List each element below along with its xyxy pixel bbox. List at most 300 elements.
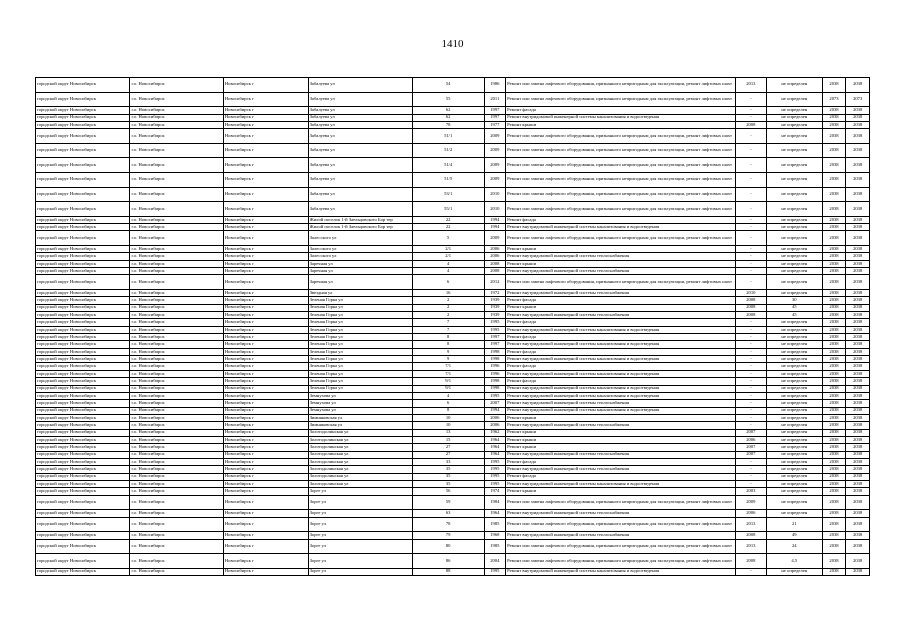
build-year-cell: 1997 (484, 334, 505, 341)
table-row (36, 400, 870, 407)
plan-start-year-cell: 2038 (822, 495, 846, 510)
house-number-cell: 78 (412, 517, 484, 532)
wear-cell: не определен (766, 466, 822, 473)
plan-end-year-cell: 2038 (846, 275, 870, 290)
wear-cell: не определен (766, 341, 822, 348)
district-cell: городской округ Новосибирск (36, 143, 130, 158)
last-repair-year-cell: 2008 (735, 554, 766, 569)
plan-end-year-cell: 2038 (846, 158, 870, 173)
house-number-cell: 55 (412, 92, 484, 107)
build-year-cell: 1997 (484, 114, 505, 121)
last-repair-year-cell: 2009 (735, 495, 766, 510)
build-year-cell: 1939 (484, 312, 505, 319)
house-number-cell: 16 (412, 290, 484, 297)
build-year-cell: 2011 (484, 92, 505, 107)
table-row (36, 143, 870, 158)
locality-cell: Новосибирск г (223, 451, 308, 458)
street-cell: Золотодолинская ул (308, 436, 412, 443)
plan-start-year-cell: 2038 (822, 187, 846, 202)
wear-cell: не определен (766, 187, 822, 202)
municipality-cell: г.о. Новосибирск (130, 173, 223, 188)
locality-cell: Новосибирск г (223, 107, 308, 114)
municipality-cell: г.о. Новосибирск (130, 356, 223, 363)
table-row (36, 429, 870, 436)
work-type-cell: Ремонт внутридомовой инженерной системы канализования и водоотведения (506, 407, 736, 414)
plan-start-year-cell: 2038 (822, 510, 846, 517)
table-row (36, 517, 870, 532)
last-repair-year-cell: - (735, 107, 766, 114)
wear-cell: не определен (766, 173, 822, 188)
last-repair-year-cell: - (735, 224, 766, 231)
house-number-cell: 59 (412, 495, 484, 510)
table-row (36, 422, 870, 429)
municipality-cell: г.о. Новосибирск (130, 260, 223, 267)
table-row (36, 495, 870, 510)
house-number-cell: 54 (412, 78, 484, 93)
municipality-cell: г.о. Новосибирск (130, 121, 223, 128)
street-cell: Забалуева ул (308, 187, 412, 202)
plan-start-year-cell: 2038 (822, 121, 846, 128)
build-year-cell: 2009 (484, 173, 505, 188)
wear-cell: не определен (766, 107, 822, 114)
work-type-cell: Ремонт внутридомовой инженерной системы теплоснабжения (506, 253, 736, 260)
last-repair-year-cell: - (735, 385, 766, 392)
locality-cell: Новосибирск г (223, 312, 308, 319)
locality-cell: Новосибирск г (223, 495, 308, 510)
municipality-cell: г.о. Новосибирск (130, 414, 223, 421)
house-number-cell: 2 (412, 297, 484, 304)
district-cell: городской округ Новосибирск (36, 319, 130, 326)
locality-cell: Новосибирск г (223, 392, 308, 399)
work-type-cell: Ремонт фасада (506, 319, 736, 326)
table-row (36, 407, 870, 414)
work-type-cell: Ремонт крыши (506, 444, 736, 451)
table-row (36, 539, 870, 554)
plan-start-year-cell: 2038 (822, 202, 846, 217)
work-type-cell: Ремонт крыши (506, 488, 736, 495)
street-cell: Залесского ул (308, 246, 412, 253)
house-number-cell: 51/4 (412, 158, 484, 173)
build-year-cell: 1962 (484, 429, 505, 436)
build-year-cell: 1997 (484, 341, 505, 348)
table-row (36, 78, 870, 93)
district-cell: городской округ Новосибирск (36, 488, 130, 495)
locality-cell: Новосибирск г (223, 568, 308, 575)
street-cell: Зорге ул (308, 568, 412, 575)
street-cell: Зорге ул (308, 488, 412, 495)
district-cell: городской округ Новосибирск (36, 173, 130, 188)
work-type-cell: Ремонт внутридомовой инженерной системы канализования и водоотведения (506, 385, 736, 392)
house-number-cell: 9 (412, 356, 484, 363)
table-row (36, 348, 870, 355)
house-number-cell: 35 (412, 480, 484, 487)
plan-start-year-cell: 2038 (822, 480, 846, 487)
table-row (36, 326, 870, 333)
work-type-cell: Ремонт фасада (506, 458, 736, 465)
locality-cell: Новосибирск г (223, 268, 308, 275)
street-cell: Земнухова ул (308, 400, 412, 407)
plan-end-year-cell: 2038 (846, 517, 870, 532)
work-type-cell: Ремонт фасада (506, 473, 736, 480)
district-cell: городской округ Новосибирск (36, 78, 130, 93)
wear-cell: не определен (766, 216, 822, 223)
build-year-cell: 1964 (484, 436, 505, 443)
street-cell: Золотодолинская ул (308, 444, 412, 451)
build-year-cell: 1995 (484, 458, 505, 465)
locality-cell: Новосибирск г (223, 363, 308, 370)
wear-cell: не определен (766, 290, 822, 297)
wear-cell: не определен (766, 348, 822, 355)
work-type-cell: Ремонт или замена лифтового оборудования, признанного непригодным для эксплуатации, ремонт лифтовых шахт (506, 275, 736, 290)
locality-cell: Новосибирск г (223, 370, 308, 377)
last-repair-year-cell: - (735, 334, 766, 341)
district-cell: городской округ Новосибирск (36, 202, 130, 217)
plan-end-year-cell: 2038 (846, 458, 870, 465)
last-repair-year-cell: 2013 (735, 517, 766, 532)
last-repair-year-cell: - (735, 173, 766, 188)
district-cell: городской округ Новосибирск (36, 510, 130, 517)
plan-end-year-cell: 2038 (846, 253, 870, 260)
district-cell: городской округ Новосибирск (36, 370, 130, 377)
last-repair-year-cell: - (735, 92, 766, 107)
last-repair-year-cell: 2006 (735, 436, 766, 443)
plan-start-year-cell: 2038 (822, 224, 846, 231)
build-year-cell: 1995 (484, 480, 505, 487)
house-number-cell: 4 (412, 392, 484, 399)
street-cell: Жилой поселок 1-й Заельцовского Бор тер (308, 224, 412, 231)
house-number-cell: 9/1 (412, 385, 484, 392)
municipality-cell: г.о. Новосибирск (130, 385, 223, 392)
registry-body (36, 78, 870, 576)
plan-start-year-cell: 2038 (822, 173, 846, 188)
locality-cell: Новосибирск г (223, 444, 308, 451)
street-cell: Забалуева ул (308, 114, 412, 121)
municipality-cell: г.о. Новосибирск (130, 334, 223, 341)
street-cell: Земнухова ул (308, 392, 412, 399)
build-year-cell: 1994 (484, 224, 505, 231)
plan-start-year-cell: 2038 (822, 539, 846, 554)
municipality-cell: г.о. Новосибирск (130, 480, 223, 487)
street-cell: Заречная ул (308, 268, 412, 275)
locality-cell: Новосибирск г (223, 429, 308, 436)
wear-cell: не определен (766, 473, 822, 480)
plan-end-year-cell: 2038 (846, 554, 870, 569)
house-number-cell: 10 (412, 422, 484, 429)
street-cell: Зеленая Горка ул (308, 334, 412, 341)
house-number-cell: 62 (412, 114, 484, 121)
table-row (36, 370, 870, 377)
wear-cell: не определен (766, 429, 822, 436)
wear-cell: не определен (766, 370, 822, 377)
table-row (36, 224, 870, 231)
plan-start-year-cell: 2038 (822, 78, 846, 93)
street-cell: Залесского ул (308, 231, 412, 246)
house-number-cell: 51/2 (412, 143, 484, 158)
last-repair-year-cell: - (735, 187, 766, 202)
last-repair-year-cell: 2013 (735, 539, 766, 554)
municipality-cell: г.о. Новосибирск (130, 107, 223, 114)
municipality-cell: г.о. Новосибирск (130, 216, 223, 223)
last-repair-year-cell: 2010 (735, 290, 766, 297)
plan-start-year-cell: 2038 (822, 304, 846, 311)
locality-cell: Новосибирск г (223, 488, 308, 495)
locality-cell: Новосибирск г (223, 121, 308, 128)
table-row (36, 319, 870, 326)
table-row (36, 466, 870, 473)
last-repair-year-cell: - (735, 363, 766, 370)
district-cell: городской округ Новосибирск (36, 290, 130, 297)
municipality-cell: г.о. Новосибирск (130, 517, 223, 532)
work-type-cell: Ремонт или замена лифтового оборудования, признанного непригодным для эксплуатации, ремонт лифтовых шахт (506, 187, 736, 202)
last-repair-year-cell: - (735, 114, 766, 121)
build-year-cell: 1939 (484, 297, 505, 304)
work-type-cell: Ремонт фасада (506, 334, 736, 341)
last-repair-year-cell: - (735, 341, 766, 348)
work-type-cell: Ремонт внутридомовой инженерной системы теплоснабжения (506, 422, 736, 429)
municipality-cell: г.о. Новосибирск (130, 436, 223, 443)
plan-start-year-cell: 2038 (822, 143, 846, 158)
wear-cell: не определен (766, 129, 822, 144)
build-year-cell: 2008 (484, 260, 505, 267)
plan-end-year-cell: 2038 (846, 488, 870, 495)
last-repair-year-cell: - (735, 473, 766, 480)
plan-start-year-cell: 2038 (822, 246, 846, 253)
work-type-cell: Ремонт внутридомовой инженерной системы канализования и водоотведения (506, 341, 736, 348)
work-type-cell: Ремонт внутридомовой инженерной системы теплоснабжения (506, 532, 736, 539)
wear-cell: не определен (766, 275, 822, 290)
last-repair-year-cell: 2013 (735, 78, 766, 93)
wear-cell: не определен (766, 92, 822, 107)
district-cell: городской округ Новосибирск (36, 363, 130, 370)
district-cell: городской округ Новосибирск (36, 480, 130, 487)
street-cell: Зимняковская ул (308, 414, 412, 421)
work-type-cell: Ремонт или замена лифтового оборудования, признанного непригодным для эксплуатации, ремонт лифтовых шахт (506, 517, 736, 532)
plan-end-year-cell: 2038 (846, 129, 870, 144)
municipality-cell: г.о. Новосибирск (130, 495, 223, 510)
district-cell: городской округ Новосибирск (36, 392, 130, 399)
plan-start-year-cell: 2038 (822, 458, 846, 465)
build-year-cell: 1995 (484, 466, 505, 473)
district-cell: городской округ Новосибирск (36, 473, 130, 480)
house-number-cell: 2/1 (412, 246, 484, 253)
locality-cell: Новосибирск г (223, 436, 308, 443)
street-cell: Забалуева ул (308, 173, 412, 188)
plan-start-year-cell: 2073 (822, 92, 846, 107)
last-repair-year-cell: - (735, 216, 766, 223)
plan-end-year-cell: 2038 (846, 400, 870, 407)
street-cell: Забалуева ул (308, 78, 412, 93)
work-type-cell: Ремонт внутридомовой инженерной системы теплоснабжения (506, 466, 736, 473)
municipality-cell: г.о. Новосибирск (130, 158, 223, 173)
district-cell: городской округ Новосибирск (36, 436, 130, 443)
work-type-cell: Ремонт или замена лифтового оборудования, признанного непригодным для эксплуатации, ремонт лифтовых шахт (506, 92, 736, 107)
plan-start-year-cell: 2038 (822, 114, 846, 121)
plan-start-year-cell: 2038 (822, 268, 846, 275)
wear-cell: не определен (766, 488, 822, 495)
plan-end-year-cell: 2038 (846, 326, 870, 333)
house-number-cell: 35 (412, 473, 484, 480)
district-cell: городской округ Новосибирск (36, 458, 130, 465)
last-repair-year-cell: 2007 (735, 429, 766, 436)
municipality-cell: г.о. Новосибирск (130, 458, 223, 465)
street-cell: Зеленая Горка ул (308, 312, 412, 319)
house-number-cell: 5 (412, 231, 484, 246)
wear-cell: 49 (766, 532, 822, 539)
wear-cell: не определен (766, 224, 822, 231)
plan-end-year-cell: 2038 (846, 341, 870, 348)
plan-end-year-cell: 2038 (846, 532, 870, 539)
locality-cell: Новосибирск г (223, 260, 308, 267)
street-cell: Золотодолинская ул (308, 480, 412, 487)
district-cell: городской округ Новосибирск (36, 554, 130, 569)
table-row (36, 312, 870, 319)
build-year-cell: 2009 (484, 129, 505, 144)
plan-start-year-cell: 2038 (822, 466, 846, 473)
district-cell: городской округ Новосибирск (36, 326, 130, 333)
locality-cell: Новосибирск г (223, 334, 308, 341)
locality-cell: Новосибирск г (223, 414, 308, 421)
last-repair-year-cell: - (735, 407, 766, 414)
work-type-cell: Ремонт внутридомовой инженерной системы теплоснабжения (506, 268, 736, 275)
municipality-cell: г.о. Новосибирск (130, 422, 223, 429)
last-repair-year-cell: - (735, 260, 766, 267)
house-number-cell: 62 (412, 107, 484, 114)
house-number-cell: 22 (412, 224, 484, 231)
locality-cell: Новосибирск г (223, 422, 308, 429)
work-type-cell: Ремонт крыши (506, 121, 736, 128)
plan-end-year-cell: 2038 (846, 370, 870, 377)
plan-end-year-cell: 2038 (846, 202, 870, 217)
build-year-cell: 1995 (484, 473, 505, 480)
table-row (36, 341, 870, 348)
plan-end-year-cell: 2038 (846, 568, 870, 575)
locality-cell: Новосибирск г (223, 253, 308, 260)
locality-cell: Новосибирск г (223, 173, 308, 188)
build-year-cell: 1972 (484, 290, 505, 297)
locality-cell: Новосибирск г (223, 466, 308, 473)
wear-cell: 30 (766, 297, 822, 304)
street-cell: Золотодолинская ул (308, 473, 412, 480)
district-cell: городской округ Новосибирск (36, 532, 130, 539)
last-repair-year-cell: 2008 (735, 304, 766, 311)
wear-cell: не определен (766, 158, 822, 173)
last-repair-year-cell: - (735, 231, 766, 246)
house-number-cell: 51/5 (412, 173, 484, 188)
table-row (36, 480, 870, 487)
house-number-cell: 4 (412, 260, 484, 267)
table-row (36, 378, 870, 385)
district-cell: городской округ Новосибирск (36, 378, 130, 385)
plan-end-year-cell: 2038 (846, 422, 870, 429)
district-cell: городской округ Новосибирск (36, 253, 130, 260)
plan-start-year-cell: 2038 (822, 451, 846, 458)
plan-start-year-cell: 2038 (822, 129, 846, 144)
table-row (36, 363, 870, 370)
locality-cell: Новосибирск г (223, 341, 308, 348)
house-number-cell: 33 (412, 458, 484, 465)
locality-cell: Новосибирск г (223, 290, 308, 297)
locality-cell: Новосибирск г (223, 129, 308, 144)
street-cell: Зеленая Горка ул (308, 341, 412, 348)
district-cell: городской округ Новосибирск (36, 414, 130, 421)
plan-start-year-cell: 2038 (822, 312, 846, 319)
district-cell: городской округ Новосибирск (36, 400, 130, 407)
municipality-cell: г.о. Новосибирск (130, 224, 223, 231)
locality-cell: Новосибирск г (223, 326, 308, 333)
district-cell: городской округ Новосибирск (36, 129, 130, 144)
municipality-cell: г.о. Новосибирск (130, 341, 223, 348)
work-type-cell: Ремонт крыши (506, 246, 736, 253)
plan-end-year-cell: 2038 (846, 268, 870, 275)
house-number-cell: 8 (412, 334, 484, 341)
district-cell: городской округ Новосибирск (36, 356, 130, 363)
municipality-cell: г.о. Новосибирск (130, 297, 223, 304)
table-row (36, 107, 870, 114)
plan-start-year-cell: 2038 (822, 436, 846, 443)
plan-end-year-cell: 2038 (846, 363, 870, 370)
plan-start-year-cell: 2038 (822, 334, 846, 341)
build-year-cell: 1997 (484, 107, 505, 114)
plan-end-year-cell: 2038 (846, 231, 870, 246)
municipality-cell: г.о. Новосибирск (130, 568, 223, 575)
wear-cell: не определен (766, 253, 822, 260)
table-row (36, 385, 870, 392)
plan-start-year-cell: 2038 (822, 158, 846, 173)
wear-cell: не определен (766, 414, 822, 421)
plan-start-year-cell: 2038 (822, 554, 846, 569)
work-type-cell: Ремонт внутридомовой инженерной системы канализования и водоотведения (506, 114, 736, 121)
work-type-cell: Ремонт фасада (506, 297, 736, 304)
wear-cell: не определен (766, 143, 822, 158)
build-year-cell: 2009 (484, 143, 505, 158)
locality-cell: Новосибирск г (223, 385, 308, 392)
district-cell: городской округ Новосибирск (36, 312, 130, 319)
wear-cell: не определен (766, 422, 822, 429)
municipality-cell: г.о. Новосибирск (130, 275, 223, 290)
plan-end-year-cell: 2038 (846, 290, 870, 297)
work-type-cell: Ремонт крыши (506, 429, 736, 436)
plan-start-year-cell: 2038 (822, 422, 846, 429)
table-row (36, 414, 870, 421)
municipality-cell: г.о. Новосибирск (130, 348, 223, 355)
municipality-cell: г.о. Новосибирск (130, 429, 223, 436)
locality-cell: Новосибирск г (223, 297, 308, 304)
last-repair-year-cell: - (735, 246, 766, 253)
table-row (36, 473, 870, 480)
municipality-cell: г.о. Новосибирск (130, 378, 223, 385)
build-year-cell: 2009 (484, 231, 505, 246)
street-cell: Забалуева ул (308, 202, 412, 217)
last-repair-year-cell: - (735, 480, 766, 487)
last-repair-year-cell: - (735, 348, 766, 355)
house-number-cell: 86 (412, 554, 484, 569)
street-cell: Жилой поселок 1-й Заельцовского Бор тер (308, 216, 412, 223)
work-type-cell: Ремонт внутридомовой инженерной системы теплоснабжения (506, 451, 736, 458)
locality-cell: Новосибирск г (223, 510, 308, 517)
district-cell: городской округ Новосибирск (36, 539, 130, 554)
house-number-cell: 2 (412, 312, 484, 319)
work-type-cell: Ремонт внутридомовой инженерной системы канализования и водоотведения (506, 356, 736, 363)
wear-cell: 45 (766, 304, 822, 311)
locality-cell: Новосибирск г (223, 473, 308, 480)
municipality-cell: г.о. Новосибирск (130, 319, 223, 326)
work-type-cell: Ремонт внутридомовой инженерной системы теплоснабжения (506, 290, 736, 297)
last-repair-year-cell: - (735, 400, 766, 407)
locality-cell: Новосибирск г (223, 378, 308, 385)
municipality-cell: г.о. Новосибирск (130, 400, 223, 407)
district-cell: городской округ Новосибирск (36, 422, 130, 429)
plan-end-year-cell: 2038 (846, 304, 870, 311)
